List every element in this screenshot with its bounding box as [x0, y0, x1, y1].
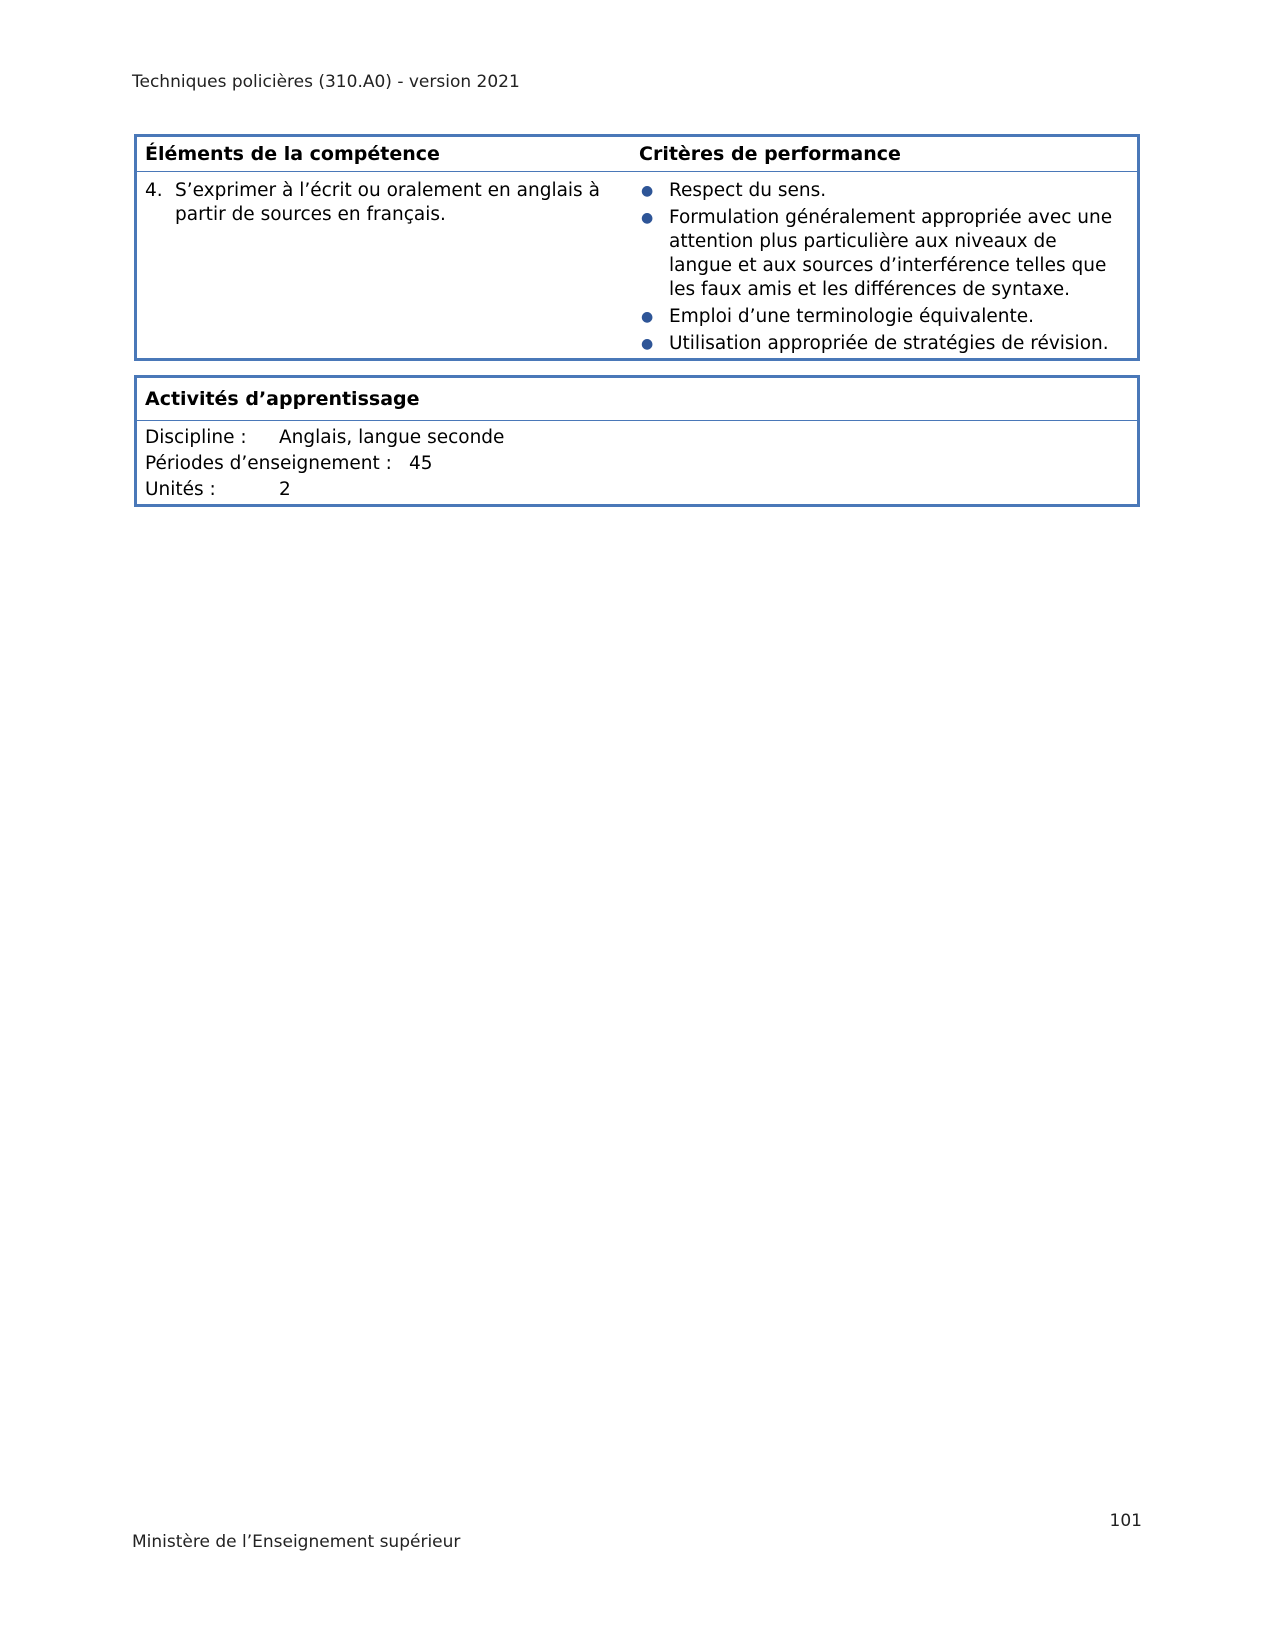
table-header-row: [137, 137, 1137, 172]
unites-label: Unités :: [145, 479, 216, 500]
unites-line: [145, 477, 1137, 503]
page-number: 101: [1109, 1511, 1142, 1531]
criteria-item: [639, 179, 1129, 203]
col-header-criteria: Critères de performance: [639, 143, 901, 165]
competence-table: [134, 134, 1140, 361]
criteria-text: Emploi d’une terminologie équivalente.: [669, 306, 1035, 327]
element-number: 4.: [145, 180, 163, 201]
col-header-elements: Éléments de la compétence: [145, 143, 440, 165]
discipline-value: Anglais, langue seconde: [279, 427, 505, 448]
unites-value: 2: [279, 479, 291, 500]
periodes-label: Périodes d’enseignement :: [145, 453, 392, 474]
criteria-item: [639, 305, 1129, 329]
bullet-icon: ●: [641, 183, 654, 199]
periodes-value: 45: [409, 453, 433, 474]
criteria-text: Utilisation appropriée de stratégies de révision.: [669, 333, 1109, 354]
bullet-icon: ●: [641, 210, 654, 226]
criteria-item: [639, 332, 1129, 356]
table-row: [137, 172, 1137, 359]
discipline-line: [145, 425, 1137, 451]
criteria-text: Formulation généralement appropriée avec une attention plus particulière aux niveaux de langue et aux sources d’interférence telles que les faux amis et les différences de syntaxe.: [669, 207, 1113, 300]
element-text: S’exprimer à l’écrit ou oralement en anglais à partir de sources en français.: [175, 180, 600, 225]
bullet-icon: ●: [641, 336, 654, 352]
running-header: Techniques policières (310.A0) - version 2021: [132, 72, 520, 92]
activities-box: [134, 375, 1140, 507]
element-cell: [137, 179, 639, 359]
bullet-icon: ●: [641, 309, 654, 325]
discipline-label: Discipline :: [145, 427, 247, 448]
activities-body: [137, 421, 1137, 503]
criteria-list: [639, 179, 1129, 356]
activities-title: Activités d’apprentissage: [137, 378, 1137, 421]
running-footer: Ministère de l’Enseignement supérieur: [132, 1532, 461, 1552]
criteria-text: Respect du sens.: [669, 180, 827, 201]
periodes-line: [145, 451, 1137, 477]
criteria-item: [639, 206, 1129, 302]
criteria-cell: [639, 179, 1129, 359]
